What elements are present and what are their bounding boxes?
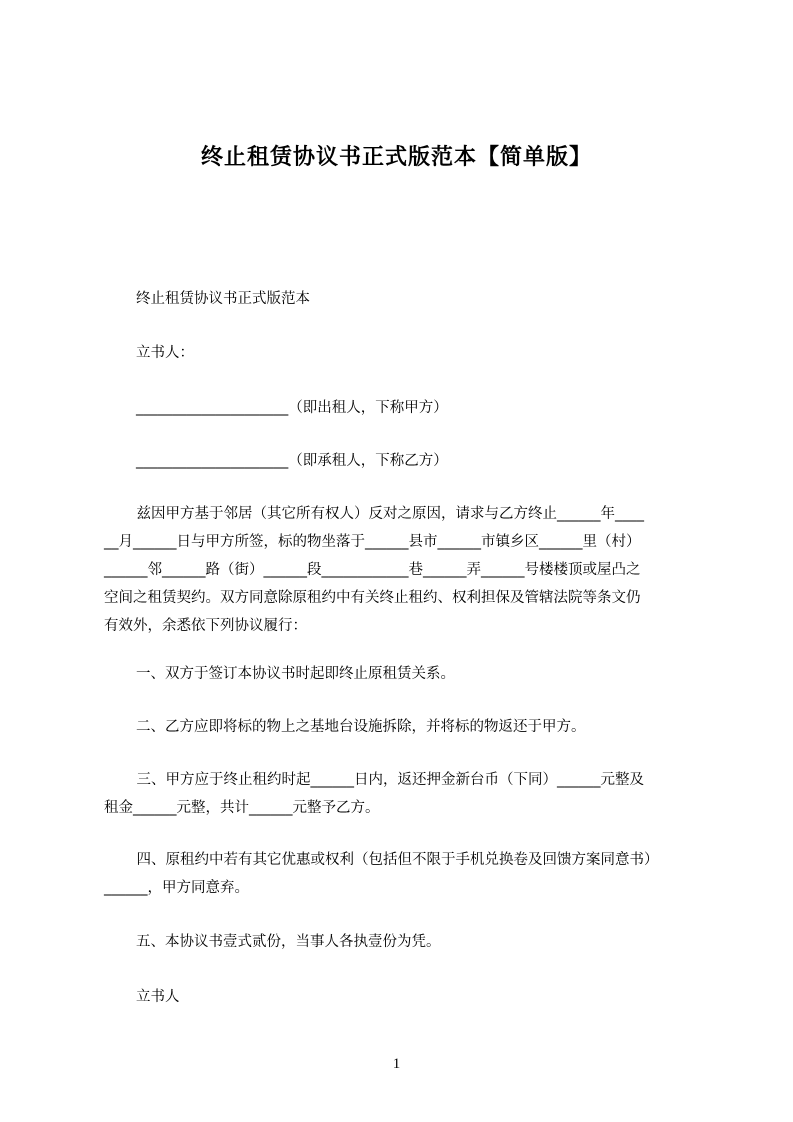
body-line: __月______日与甲方所签，标的物坐落于______县市______市镇乡区______里（村） bbox=[104, 534, 641, 550]
clause-4-line: ______，甲方同意弃。 bbox=[104, 880, 249, 896]
party-b-line: _____________________（即承租人，下称乙方） bbox=[136, 453, 448, 469]
body-line: ______邻______路（街）______段____________巷______弄______号楼楼顶或屋凸之 bbox=[104, 562, 641, 578]
page-number: 1 bbox=[392, 1056, 401, 1072]
body-line: 空间之租赁契约。双方同意除原租约中有关终止租约、权利担保及管辖法院等条文仍 bbox=[104, 590, 641, 606]
clause-3-line: 三、甲方应于终止租约时起______日内，返还押金新台币（下同）______元整及 bbox=[122, 772, 644, 788]
clause-1: 一、双方于签订本协议书时起即终止原租赁关系。 bbox=[136, 666, 455, 682]
body-paragraph bbox=[104, 500, 702, 640]
clause-4-line: 四、原租约中若有其它优惠或权利（包括但不限于手机兑换卷及回馈方案同意书） bbox=[122, 852, 659, 868]
body-line: 有效外，余悉依下列协议履行： bbox=[104, 618, 307, 634]
signatory-label: 立书人： bbox=[136, 345, 194, 361]
document-subtitle: 终止租赁协议书正式版范本 bbox=[136, 291, 310, 307]
party-a-line: _____________________（即出租人，下称甲方） bbox=[136, 400, 448, 416]
clause-4 bbox=[104, 846, 702, 902]
clause-3-line: 租金______元整，共计______元整予乙方。 bbox=[104, 800, 380, 816]
body-line: 兹因甲方基于邻居（其它所有权人）反对之原因，请求与乙方终止______年____ bbox=[122, 506, 644, 522]
clause-5: 五、本协议书壹式贰份，当事人各执壹份为凭。 bbox=[136, 934, 441, 950]
clause-3 bbox=[104, 766, 702, 822]
clause-2: 二、乙方应即将标的物上之基地台设施拆除，并将标的物返还于甲方。 bbox=[136, 719, 586, 735]
closing-signatory: 立书人 bbox=[136, 989, 180, 1005]
document-title: 终止租赁协议书正式版范本【简单版】 bbox=[200, 145, 592, 170]
